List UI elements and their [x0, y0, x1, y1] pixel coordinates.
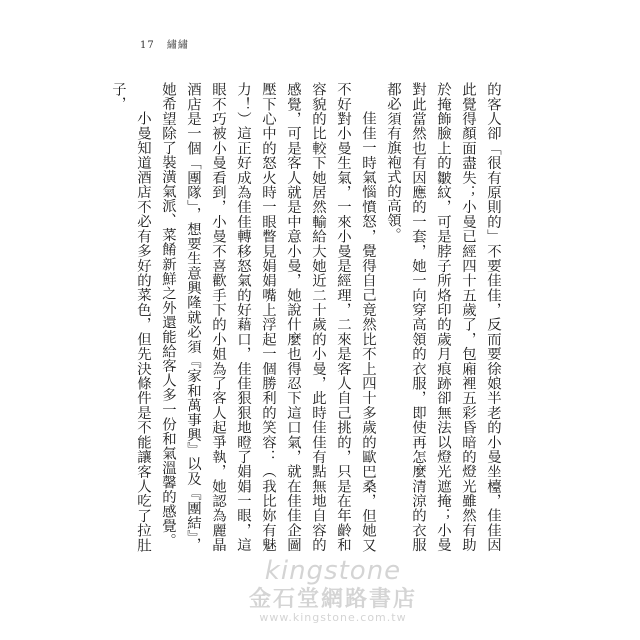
paragraph-2: 佳佳一時氣惱憤怒，覺得自己竟然比不上四十多歲的歐巴桑，但她又不好對小曼生氣，一來小曼是經理，二來是客人自己挑的，只是在年齡和容貌的比較下她居然輸給大她近二十歲的小曼，此時佳佳有點無地自容的感覺，可是客人就是中意小曼，她說什麼也得忍下這口氣，就在佳佳企圖壓下心中的怒火時一眼瞥見娟娟嘴上浮起一個勝利的笑容：（我比妳有魅力！）這正好成為佳佳轉移怒氣的好藉口，佳佳狠狠地瞪了娟娟一眼，這眼不巧被小曼看到，小曼不喜歡手下的小姐為了客人起爭執，她認為麗晶酒店是一個「團隊」，想要生意興隆就必須『家和萬事興』以及『團結』，她希望除了裝潢氣派、菜餚新鮮之外還能給客人多一份和氣溫馨的感覺。: [160, 82, 376, 552]
running-title: 繡繡: [166, 40, 189, 51]
watermark-url: www.kingstone.com.tw: [259, 611, 407, 624]
paragraph-1: 的客人卻「很有原則的」不要佳佳，反而要徐娘半老的小曼坐檯，佳佳因此覺得顏面盡失；小曼已經四十五歲了，包廂裡五彩昏暗的燈光雖然有助於掩飾臉上的皺紋，可是脖子所烙印的歲月痕跡卻無法以燈光遮掩；小曼對此當然也有因應的一套，她一向穿高領的衣服，即使再怎麼清涼的衣服都必須有旗袍式的高領。: [385, 82, 501, 552]
store-watermark: [228, 556, 438, 624]
page-number: 17: [140, 40, 155, 51]
watermark-store-name: 金石堂網路書店: [248, 587, 417, 612]
paragraph-3: 小曼知道酒店不必有多好的菜色，但先決條件是不能讓客人吃了拉肚子，: [110, 82, 151, 552]
watermark-logo: kingstone: [264, 556, 402, 586]
body-text: [105, 82, 505, 552]
running-header: [140, 36, 189, 51]
